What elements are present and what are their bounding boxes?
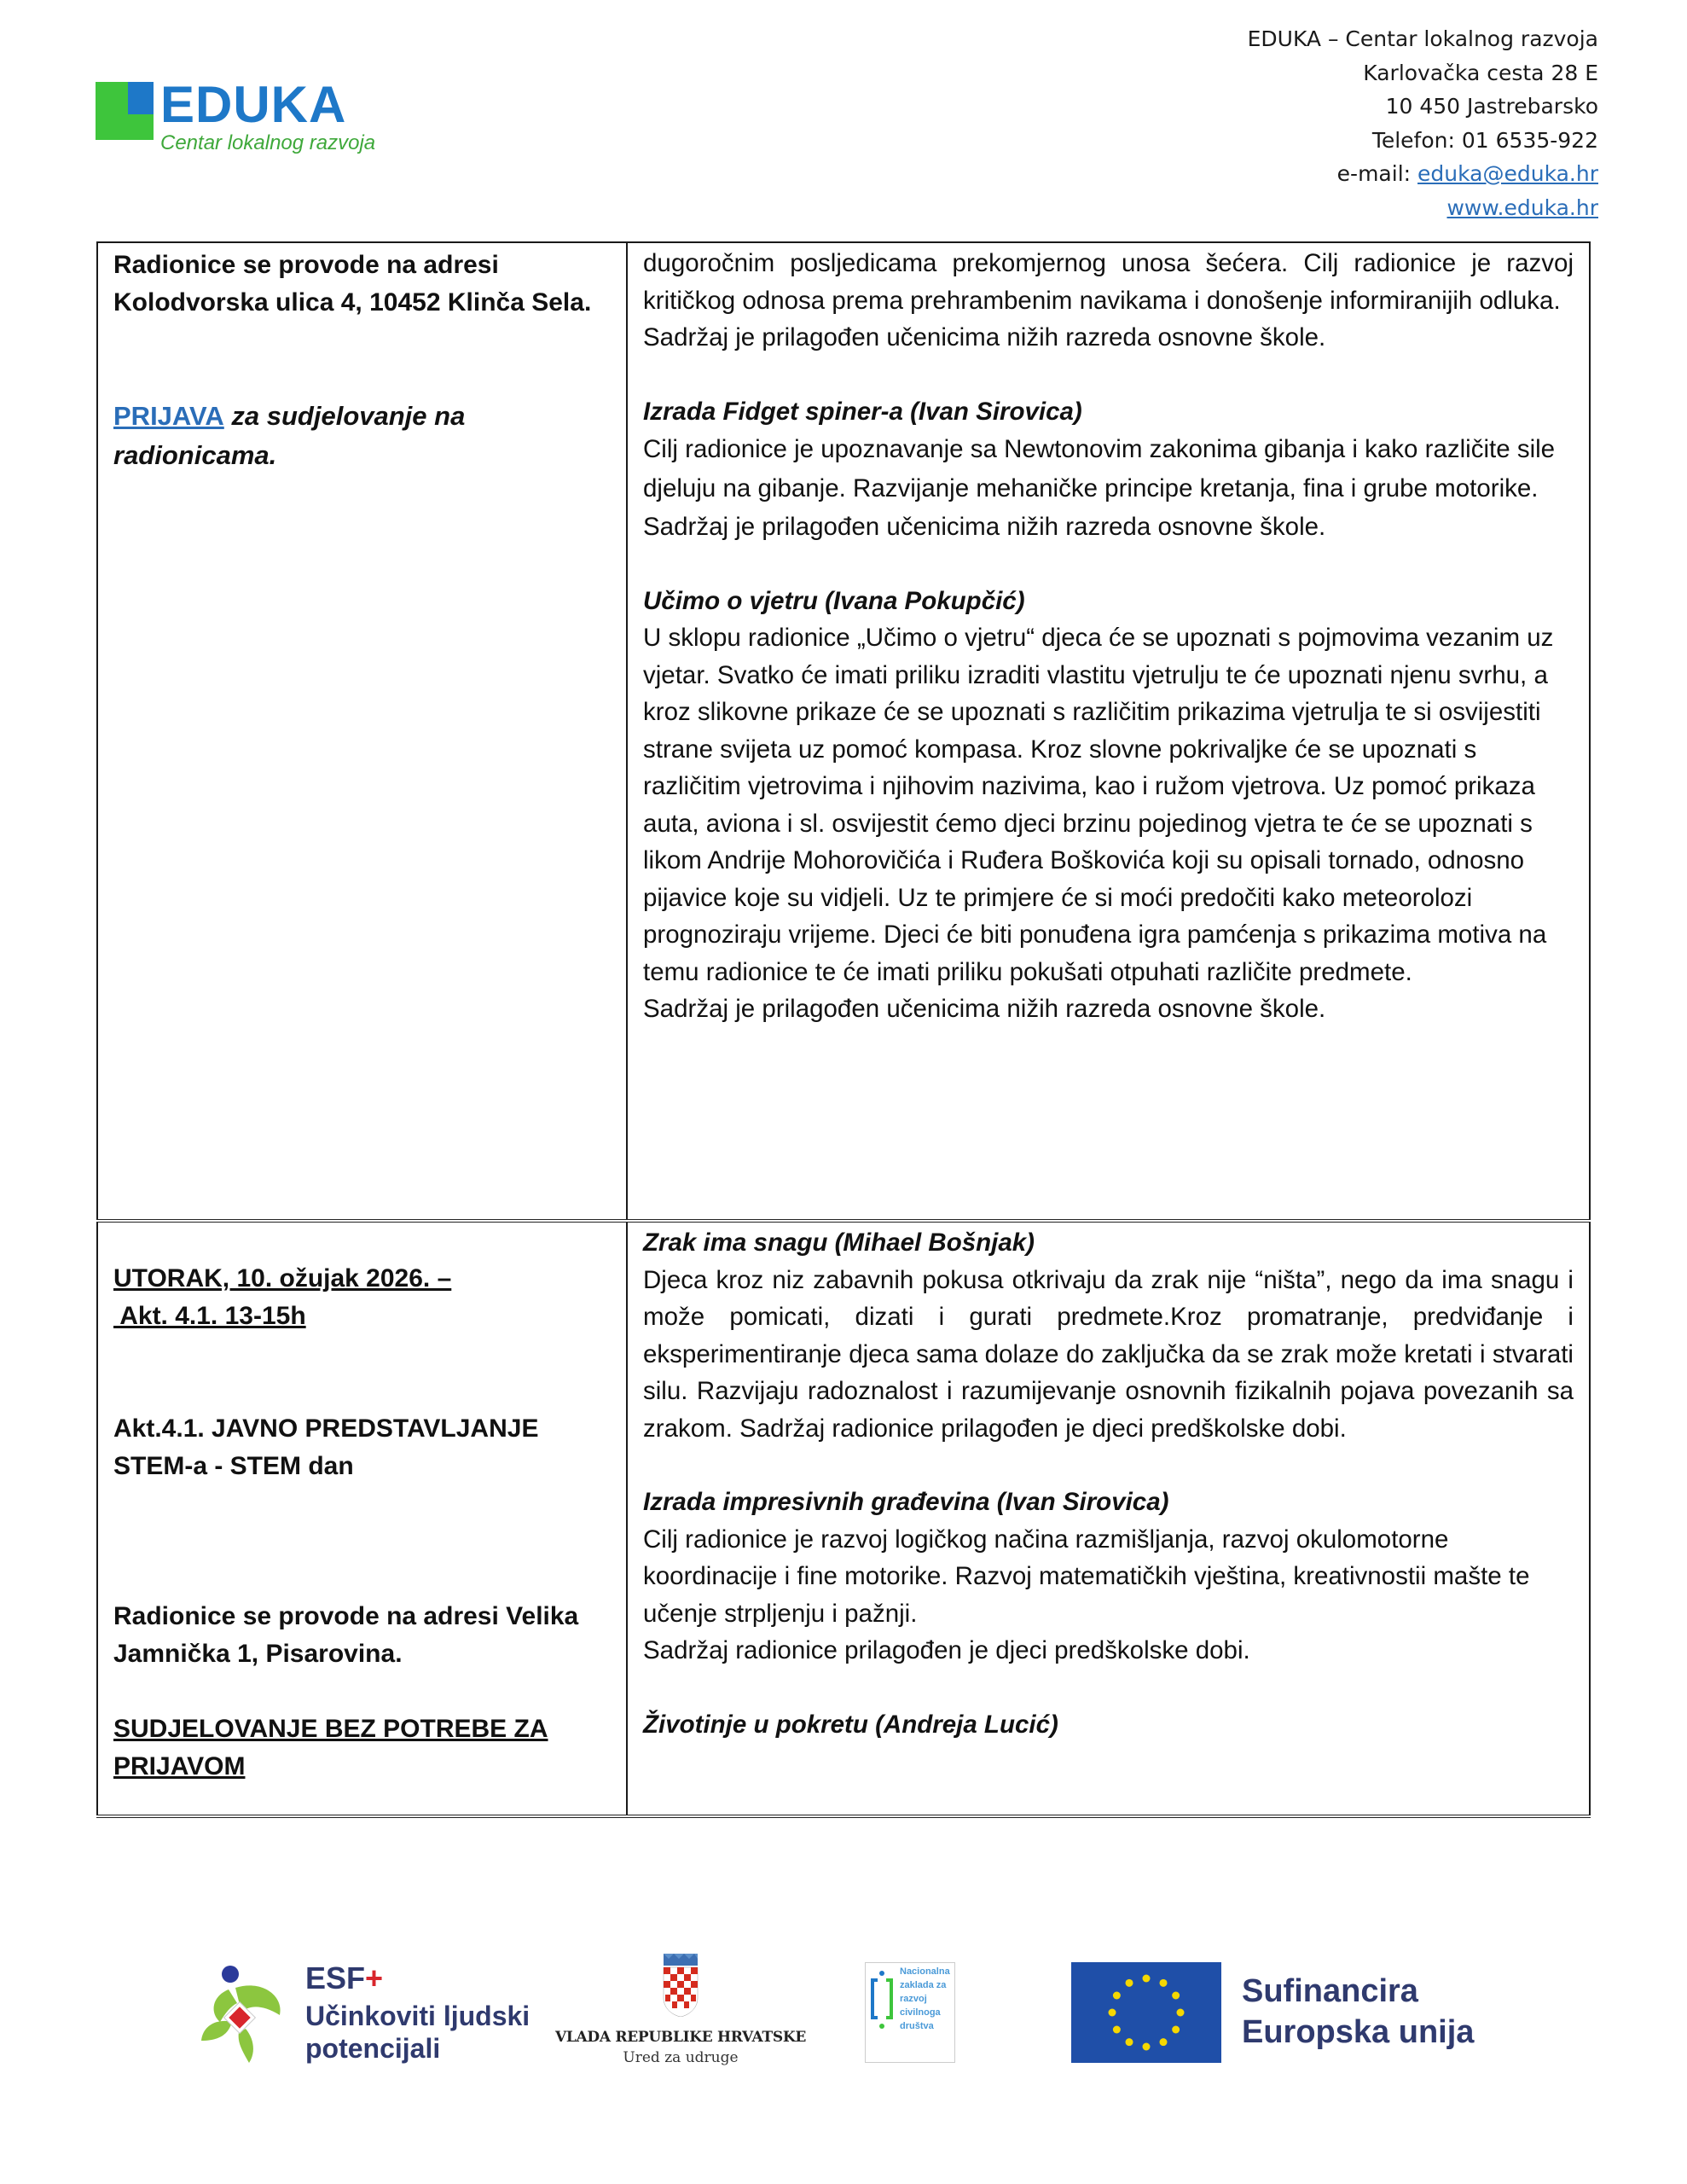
zaklada-line: razvoj (900, 1994, 927, 2004)
vlada-subtitle: Ured za udruge (623, 2049, 739, 2066)
row2-right-cell (627, 1221, 1590, 1816)
zaklada-line: zaklada za (900, 1980, 947, 1990)
vlada-logo (553, 1954, 809, 2082)
eu-flag-icon (1071, 1962, 1221, 2063)
eu-star (1113, 1992, 1121, 2000)
contact-city: 10 450 Jastrebarsko (1385, 94, 1598, 119)
signup-line (113, 397, 611, 436)
activity-line2: STEM-a - STEM dan (113, 1452, 354, 1480)
workshop-title: Zrak ima snagu (Mihael Bošnjak) (643, 1228, 1035, 1257)
eu-line2: Europska unija (1242, 2014, 1475, 2050)
intro-note: Sadržaj je prilagođen učenicima nižih razreda osnovne škole. (643, 323, 1326, 351)
no-signup-line2: PRIJAVOM (113, 1752, 246, 1780)
contact-block (1248, 22, 1598, 224)
esf-line3: potencijali (305, 2033, 441, 2064)
logo-blue-corner (128, 82, 154, 114)
eu-text (1242, 1971, 1474, 2053)
logo-tagline: Centar lokalnog razvoja (160, 131, 376, 154)
date-line2: Akt. 4.1. 13-15h (113, 1302, 306, 1330)
eu-star (1126, 1979, 1133, 1987)
contact-phone: Telefon: 01 6535-922 (1371, 127, 1598, 153)
croatian-coat-of-arms-icon (662, 1954, 699, 2017)
eu-star (1160, 2038, 1168, 2046)
date-line1: UTORAK, 10. ožujak 2026. – (113, 1264, 452, 1292)
esf-subtitle (305, 2000, 530, 2065)
zaklada-line: Nacionalna (900, 1966, 950, 1977)
row2-address-line1: Radionice se provode na adresi Velika (113, 1602, 579, 1630)
zaklada-text (900, 1965, 950, 2033)
website-link[interactable]: www.eduka.hr (1446, 195, 1598, 220)
esf-line2: Učinkoviti ljudski (305, 2001, 530, 2031)
contact-website-line (1248, 191, 1598, 225)
nacionalna-zaklada-logo (865, 1962, 955, 2063)
eu-star (1109, 2009, 1116, 2017)
workshop-title: Izrada impresivnih građevina (Ivan Sirovica) (643, 1488, 1169, 1516)
row1-left-cell (97, 242, 627, 1221)
eu-line1: Sufinancira (1242, 1973, 1418, 2009)
eu-star (1143, 1975, 1151, 1983)
vlada-title: VLADA REPUBLIKE HRVATSKE (555, 2029, 806, 2046)
row1-address-line2: Kolodvorska ulica 4, 10452 Klinča Sela. (113, 288, 592, 317)
esf-title: ESF+ (305, 1960, 384, 1995)
eu-star (1177, 2009, 1185, 2017)
row1-right-cell (627, 242, 1590, 1221)
activity-line1: Akt.4.1. JAVNO PREDSTAVLJANJE (113, 1414, 539, 1443)
contact-org: EDUKA – Centar lokalnog razvoja (1247, 26, 1598, 51)
esf-plus: + (365, 1960, 384, 1995)
funding-logos (0, 1937, 1687, 2107)
eu-star (1113, 2026, 1121, 2034)
no-signup-line1: SUDJELOVANJE BEZ POTREBE ZA (113, 1715, 548, 1743)
signup-text-1: za sudjelovanje na (223, 401, 466, 431)
workshop-note: Sadržaj je prilagođen učenicima nižih razreda osnovne škole. (643, 995, 1326, 1023)
prijava-link[interactable]: PRIJAVA (113, 401, 224, 431)
workshop-description: Cilj radionice je razvoj logičkog načina razmišljanja, razvoj okulomotorne koordinacije i fine motorike. Razvoj matematičkih vještina, kreativnostii mašte te učenje strpljenju i pažnji. (643, 1525, 1530, 1628)
esf-logo (194, 1954, 536, 2073)
schedule-table (96, 241, 1591, 1818)
logo-brand-text: EDUKA (160, 76, 347, 133)
eu-star (1143, 2043, 1151, 2051)
email-label: e-mail: (1336, 161, 1418, 186)
workshop-title: Učimo o vjetru (Ivana Pokupčić) (643, 586, 1025, 615)
workshop-title: Izrada Fidget spiner-a (Ivan Sirovica) (643, 397, 1082, 426)
eu-star (1126, 2038, 1133, 2046)
eduka-logo (92, 75, 374, 160)
email-link[interactable]: eduka@eduka.hr (1417, 161, 1598, 186)
zaklada-bracket-icon (869, 1970, 895, 2030)
eu-star (1160, 1979, 1168, 1987)
intro-continued: dugoročnim posljedicama prekomjernog unosa šećera. Cilj radionice je razvoj kritičkog odnosa prema prehrambenim navikama i donošenje informiranijih odluka. (643, 249, 1574, 315)
contact-email-line (1248, 157, 1598, 191)
workshop-note: Sadržaj radionice prilagođen je djeci predškolske dobi. (643, 1636, 1250, 1664)
zaklada-line: civilnoga (900, 2007, 941, 2018)
eu-cofunding-logo (1071, 1962, 1523, 2065)
contact-street: Karlovačka cesta 28 E (1363, 60, 1598, 85)
row2-address-line2: Jamnička 1, Pisarovina. (113, 1640, 403, 1668)
eu-star (1172, 2026, 1180, 2034)
table-row (97, 1221, 1590, 1816)
zaklada-line: društva (900, 2021, 934, 2031)
workshop-title: Životinje u pokretu (Andreja Lucić) (643, 1710, 1058, 1739)
workshop-description: U sklopu radionice „Učimo o vjetru“ djeca će se upoznati s pojmovima vezanim uz vjetar. Svatko će imati priliku izraditi vlastitu vjetrulju te će upoznati njenu svrhu, a kroz slikovne prikaze će se upoznati s različitim prikazima vjetrulja te si osvijestiti strane svijeta uz pomoć kompasa. Kroz slovne pokrivaljke će se upoznati s različitim vjetrovima i njihovim nazivima, kao i ružom vjetrova. Uz pomoć prikaza auta, aviona i sl. osvijestit ćemo djeci brzinu pojedinog vjetra te će se upoznati s likom Andrije Mohorovičića i Ruđera Boškovića koji su opisali tornado, odnosno pijavice koje su vidjeli. Uz te primjere će si moći predočiti kako meteorolozi prognoziraju vrijeme. Djeci će biti ponuđena igra pamćenja s prikazima motiva na temu radionice te će imati priliku pokušati otpuhati različite predmete. (643, 624, 1554, 986)
eu-star (1172, 1992, 1180, 2000)
row2-left-cell (97, 1221, 627, 1816)
workshop-description: Djeca kroz niz zabavnih pokusa otkrivaju da zrak nije “ništa”, nego da ima snagu i može pomicati, dizati i gurati predmete.Kroz promatranje, predviđanje i eksperimentiranje djeca sama dolaze do zaključka da se zrak može kretati i stvarati silu. Razvijaju radoznalost i razumijevanje osnovnih fizikalnih pojava povezanih sa zrakom. Sadržaj radionice prilagođen je djeci predškolske dobi. (643, 1265, 1574, 1443)
table-row (97, 242, 1590, 1221)
esf-flower-icon (194, 1962, 288, 2065)
signup-text-2: radionicama. (113, 440, 277, 470)
row1-address-line1: Radionice se provode na adresi (113, 251, 499, 279)
workshop-description: Cilj radionice je upoznavanje sa Newtonovim zakonima gibanja i kako različite sile djeluju na gibanje. Razvijanje mehaničke principe kretanja, fina i grube motorike. (643, 435, 1556, 502)
workshop-note: Sadržaj je prilagođen učenicima nižih razreda osnovne škole. (643, 513, 1326, 541)
